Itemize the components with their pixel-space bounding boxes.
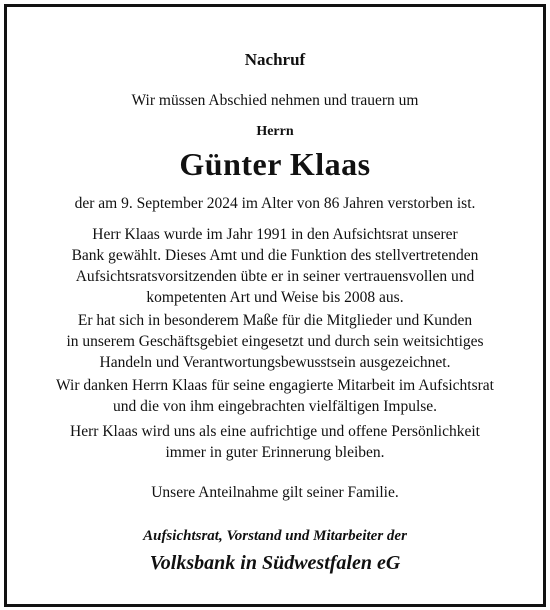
death-line: der am 9. September 2024 im Alter von 86 Jahren verstorben ist.: [74, 195, 476, 212]
text-line: in unserem Geschäftsgebiet eingesetzt und durch sein weitsichtiges: [66, 333, 484, 350]
text-line: Herr Klaas wird uns als eine aufrichtige und offene Persönlichkeit: [70, 423, 480, 440]
organization-name: Volksbank in Südwestfalen eG: [149, 552, 401, 574]
paragraph-thanks: [7, 375, 543, 417]
text-line: Wir danken Herrn Klaas für seine engagierte Mitarbeit im Aufsichtsrat: [56, 377, 494, 394]
signer-line: Aufsichtsrat, Vorstand und Mitarbeiter der: [143, 528, 407, 544]
text-line: Handeln und Verantwortungsbewusstsein ausgezeichnet.: [99, 354, 451, 371]
paragraph-memory: [7, 421, 543, 463]
obituary-notice: [4, 4, 546, 607]
text-line: Bank gewählt. Dieses Amt und die Funktion des stellvertretenden: [71, 247, 479, 264]
salutation: Herrn: [256, 124, 294, 139]
paragraph-commitment: [7, 310, 543, 373]
text-line: Herr Klaas wurde im Jahr 1991 in den Aufsichtsrat unserer: [92, 226, 458, 243]
text-line: und die von ihm eingebrachten vielfältigen Impulse.: [112, 398, 438, 415]
paragraph-career: [7, 224, 543, 308]
text-line: kompetenten Art und Weise bis 2008 aus.: [146, 289, 404, 306]
notice-heading: Nachruf: [244, 50, 306, 69]
deceased-name: Günter Klaas: [179, 146, 371, 182]
text-line: Aufsichtsratsvorsitzenden übte er in seiner vertrauensvollen und: [75, 268, 475, 285]
text-line: Er hat sich in besonderem Maße für die Mitglieder und Kunden: [77, 312, 473, 329]
intro-line: Wir müssen Abschied nehmen und trauern um: [131, 92, 419, 109]
text-line: immer in guter Erinnerung bleiben.: [165, 444, 385, 461]
condolence-line: Unsere Anteilnahme gilt seiner Familie.: [151, 484, 399, 501]
